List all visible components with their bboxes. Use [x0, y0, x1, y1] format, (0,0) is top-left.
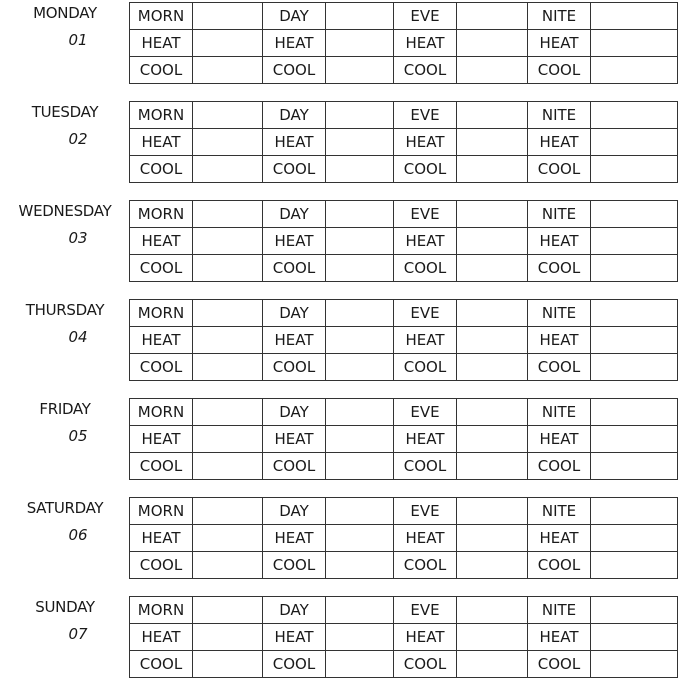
- period-label-eve: EVE: [394, 102, 457, 129]
- mode-label-heat: HEAT: [394, 426, 457, 453]
- mode-label-heat: HEAT: [528, 426, 591, 453]
- mode-label-cool: COOL: [263, 156, 326, 183]
- setting-cell[interactable]: [193, 201, 263, 228]
- setting-cell[interactable]: [591, 228, 678, 255]
- mode-label-cool: COOL: [528, 453, 591, 480]
- mode-label-cool: COOL: [130, 651, 193, 678]
- setting-cell[interactable]: [326, 597, 394, 624]
- day-name: THURSDAY: [25, 301, 105, 319]
- period-label-morn: MORN: [130, 597, 193, 624]
- day-name: MONDAY: [33, 4, 97, 22]
- setting-cell[interactable]: [457, 552, 528, 579]
- setting-cell[interactable]: [326, 399, 394, 426]
- setting-cell[interactable]: [457, 525, 528, 552]
- mode-label-cool: COOL: [528, 255, 591, 282]
- setting-cell[interactable]: [326, 156, 394, 183]
- setting-cell[interactable]: [457, 651, 528, 678]
- period-label-nite: NITE: [528, 399, 591, 426]
- mode-label-cool: COOL: [528, 57, 591, 84]
- setting-cell[interactable]: [193, 624, 263, 651]
- day-block-friday: [0, 396, 687, 478]
- setting-cell[interactable]: [193, 57, 263, 84]
- setting-cell[interactable]: [326, 525, 394, 552]
- mode-label-cool: COOL: [394, 453, 457, 480]
- schedule-grid: [129, 101, 678, 183]
- setting-cell[interactable]: [193, 300, 263, 327]
- mode-label-cool: COOL: [528, 354, 591, 381]
- setting-cell[interactable]: [326, 651, 394, 678]
- period-label-day: DAY: [263, 102, 326, 129]
- setting-cell[interactable]: [193, 426, 263, 453]
- mode-label-heat: HEAT: [130, 30, 193, 57]
- day-number: 06: [68, 526, 88, 544]
- period-label-nite: NITE: [528, 201, 591, 228]
- setting-cell[interactable]: [193, 3, 263, 30]
- setting-cell[interactable]: [193, 525, 263, 552]
- setting-cell[interactable]: [193, 651, 263, 678]
- mode-label-cool: COOL: [130, 57, 193, 84]
- mode-label-heat: HEAT: [130, 129, 193, 156]
- setting-cell[interactable]: [326, 354, 394, 381]
- mode-label-heat: HEAT: [130, 228, 193, 255]
- setting-cell[interactable]: [591, 57, 678, 84]
- setting-cell[interactable]: [457, 228, 528, 255]
- setting-cell[interactable]: [591, 201, 678, 228]
- mode-label-cool: COOL: [263, 552, 326, 579]
- setting-cell[interactable]: [591, 156, 678, 183]
- setting-cell[interactable]: [326, 498, 394, 525]
- mode-label-heat: HEAT: [394, 624, 457, 651]
- day-block-saturday: [0, 495, 687, 577]
- day-number: 07: [68, 625, 88, 643]
- mode-label-cool: COOL: [263, 57, 326, 84]
- setting-cell[interactable]: [591, 3, 678, 30]
- day-block-tuesday: [0, 99, 687, 181]
- mode-label-cool: COOL: [528, 552, 591, 579]
- period-row: [130, 102, 678, 129]
- setting-cell[interactable]: [591, 426, 678, 453]
- setting-cell[interactable]: [591, 129, 678, 156]
- heat-row: [130, 624, 678, 651]
- setting-cell[interactable]: [457, 354, 528, 381]
- setting-cell[interactable]: [457, 30, 528, 57]
- setting-cell[interactable]: [591, 651, 678, 678]
- mode-label-heat: HEAT: [130, 327, 193, 354]
- mode-label-cool: COOL: [394, 156, 457, 183]
- day-name: TUESDAY: [31, 103, 99, 121]
- mode-label-cool: COOL: [263, 255, 326, 282]
- setting-cell[interactable]: [457, 255, 528, 282]
- period-label-nite: NITE: [528, 597, 591, 624]
- period-label-eve: EVE: [394, 300, 457, 327]
- day-block-sunday: [0, 594, 687, 676]
- setting-cell[interactable]: [193, 255, 263, 282]
- setting-cell[interactable]: [457, 3, 528, 30]
- setting-cell[interactable]: [326, 3, 394, 30]
- setting-cell[interactable]: [193, 498, 263, 525]
- mode-label-cool: COOL: [394, 57, 457, 84]
- mode-label-heat: HEAT: [394, 129, 457, 156]
- mode-label-cool: COOL: [528, 651, 591, 678]
- period-label-eve: EVE: [394, 597, 457, 624]
- setting-cell[interactable]: [457, 399, 528, 426]
- setting-cell[interactable]: [591, 327, 678, 354]
- setting-cell[interactable]: [326, 300, 394, 327]
- period-label-nite: NITE: [528, 3, 591, 30]
- period-label-eve: EVE: [394, 3, 457, 30]
- period-label-morn: MORN: [130, 498, 193, 525]
- mode-label-heat: HEAT: [528, 525, 591, 552]
- schedule-grid: [129, 200, 678, 282]
- setting-cell[interactable]: [457, 327, 528, 354]
- cool-row: [130, 552, 678, 579]
- setting-cell[interactable]: [591, 300, 678, 327]
- setting-cell[interactable]: [591, 453, 678, 480]
- mode-label-cool: COOL: [394, 255, 457, 282]
- setting-cell[interactable]: [326, 624, 394, 651]
- period-label-eve: EVE: [394, 201, 457, 228]
- setting-cell[interactable]: [326, 453, 394, 480]
- setting-cell[interactable]: [326, 201, 394, 228]
- setting-cell[interactable]: [193, 129, 263, 156]
- heat-row: [130, 327, 678, 354]
- mode-label-cool: COOL: [130, 156, 193, 183]
- setting-cell[interactable]: [193, 30, 263, 57]
- setting-cell[interactable]: [591, 255, 678, 282]
- mode-label-heat: HEAT: [130, 624, 193, 651]
- schedule-grid: [129, 2, 678, 84]
- period-label-morn: MORN: [130, 3, 193, 30]
- period-label-morn: MORN: [130, 102, 193, 129]
- setting-cell[interactable]: [193, 399, 263, 426]
- day-block-thursday: [0, 297, 687, 379]
- mode-label-cool: COOL: [130, 354, 193, 381]
- period-row: [130, 300, 678, 327]
- mode-label-heat: HEAT: [394, 228, 457, 255]
- mode-label-heat: HEAT: [130, 426, 193, 453]
- cool-row: [130, 651, 678, 678]
- setting-cell[interactable]: [457, 597, 528, 624]
- heat-row: [130, 30, 678, 57]
- setting-cell[interactable]: [326, 30, 394, 57]
- schedule-grid: [129, 299, 678, 381]
- day-number: 02: [68, 130, 88, 148]
- mode-label-heat: HEAT: [263, 525, 326, 552]
- setting-cell[interactable]: [457, 624, 528, 651]
- mode-label-cool: COOL: [394, 651, 457, 678]
- period-label-eve: EVE: [394, 498, 457, 525]
- mode-label-heat: HEAT: [528, 327, 591, 354]
- setting-cell[interactable]: [326, 255, 394, 282]
- setting-cell[interactable]: [193, 228, 263, 255]
- setting-cell[interactable]: [591, 30, 678, 57]
- setting-cell[interactable]: [457, 201, 528, 228]
- heat-row: [130, 525, 678, 552]
- setting-cell[interactable]: [193, 102, 263, 129]
- setting-cell[interactable]: [193, 327, 263, 354]
- setting-cell[interactable]: [457, 156, 528, 183]
- mode-label-heat: HEAT: [263, 30, 326, 57]
- mode-label-cool: COOL: [394, 354, 457, 381]
- day-block-monday: [0, 0, 687, 82]
- setting-cell[interactable]: [591, 525, 678, 552]
- setting-cell[interactable]: [326, 57, 394, 84]
- day-name: SATURDAY: [26, 499, 104, 517]
- mode-label-cool: COOL: [130, 552, 193, 579]
- period-label-day: DAY: [263, 201, 326, 228]
- day-name: WEDNESDAY: [18, 202, 112, 220]
- setting-cell[interactable]: [193, 156, 263, 183]
- setting-cell[interactable]: [457, 129, 528, 156]
- setting-cell[interactable]: [326, 228, 394, 255]
- period-label-eve: EVE: [394, 399, 457, 426]
- setting-cell[interactable]: [193, 453, 263, 480]
- period-label-day: DAY: [263, 399, 326, 426]
- period-label-nite: NITE: [528, 498, 591, 525]
- period-row: [130, 3, 678, 30]
- mode-label-heat: HEAT: [394, 30, 457, 57]
- period-label-day: DAY: [263, 3, 326, 30]
- day-number: 04: [68, 328, 88, 346]
- mode-label-cool: COOL: [394, 552, 457, 579]
- setting-cell[interactable]: [193, 354, 263, 381]
- day-number: 05: [68, 427, 88, 445]
- mode-label-cool: COOL: [130, 255, 193, 282]
- day-number: 01: [68, 31, 88, 49]
- period-label-day: DAY: [263, 597, 326, 624]
- mode-label-cool: COOL: [130, 453, 193, 480]
- setting-cell[interactable]: [591, 399, 678, 426]
- period-label-nite: NITE: [528, 300, 591, 327]
- cool-row: [130, 57, 678, 84]
- period-row: [130, 597, 678, 624]
- mode-label-cool: COOL: [263, 354, 326, 381]
- mode-label-heat: HEAT: [130, 525, 193, 552]
- mode-label-heat: HEAT: [263, 327, 326, 354]
- setting-cell[interactable]: [326, 327, 394, 354]
- setting-cell[interactable]: [457, 300, 528, 327]
- mode-label-cool: COOL: [263, 453, 326, 480]
- mode-label-heat: HEAT: [394, 327, 457, 354]
- setting-cell[interactable]: [326, 102, 394, 129]
- mode-label-heat: HEAT: [528, 30, 591, 57]
- mode-label-heat: HEAT: [528, 228, 591, 255]
- period-row: [130, 399, 678, 426]
- period-row: [130, 201, 678, 228]
- setting-cell[interactable]: [193, 597, 263, 624]
- setting-cell[interactable]: [591, 498, 678, 525]
- mode-label-heat: HEAT: [528, 624, 591, 651]
- heat-row: [130, 426, 678, 453]
- setting-cell[interactable]: [326, 129, 394, 156]
- mode-label-cool: COOL: [528, 156, 591, 183]
- period-label-morn: MORN: [130, 399, 193, 426]
- schedule-grid: [129, 596, 678, 678]
- schedule-grid: [129, 398, 678, 480]
- setting-cell[interactable]: [193, 552, 263, 579]
- setting-cell[interactable]: [591, 624, 678, 651]
- heat-row: [130, 228, 678, 255]
- mode-label-heat: HEAT: [528, 129, 591, 156]
- period-label-morn: MORN: [130, 300, 193, 327]
- setting-cell[interactable]: [457, 426, 528, 453]
- setting-cell[interactable]: [457, 102, 528, 129]
- cool-row: [130, 453, 678, 480]
- heat-row: [130, 129, 678, 156]
- period-row: [130, 498, 678, 525]
- day-block-wednesday: [0, 198, 687, 280]
- setting-cell[interactable]: [457, 453, 528, 480]
- setting-cell[interactable]: [457, 57, 528, 84]
- cool-row: [130, 156, 678, 183]
- cool-row: [130, 354, 678, 381]
- setting-cell[interactable]: [591, 597, 678, 624]
- mode-label-heat: HEAT: [263, 624, 326, 651]
- day-number: 03: [68, 229, 88, 247]
- day-name: SUNDAY: [35, 598, 95, 616]
- mode-label-heat: HEAT: [394, 525, 457, 552]
- schedule-grid: [129, 497, 678, 579]
- setting-cell[interactable]: [326, 552, 394, 579]
- period-label-morn: MORN: [130, 201, 193, 228]
- setting-cell[interactable]: [591, 102, 678, 129]
- day-name: FRIDAY: [39, 400, 91, 418]
- setting-cell[interactable]: [457, 498, 528, 525]
- period-label-nite: NITE: [528, 102, 591, 129]
- setting-cell[interactable]: [591, 354, 678, 381]
- mode-label-heat: HEAT: [263, 426, 326, 453]
- mode-label-heat: HEAT: [263, 228, 326, 255]
- setting-cell[interactable]: [591, 552, 678, 579]
- mode-label-heat: HEAT: [263, 129, 326, 156]
- cool-row: [130, 255, 678, 282]
- period-label-day: DAY: [263, 498, 326, 525]
- setting-cell[interactable]: [326, 426, 394, 453]
- mode-label-cool: COOL: [263, 651, 326, 678]
- period-label-day: DAY: [263, 300, 326, 327]
